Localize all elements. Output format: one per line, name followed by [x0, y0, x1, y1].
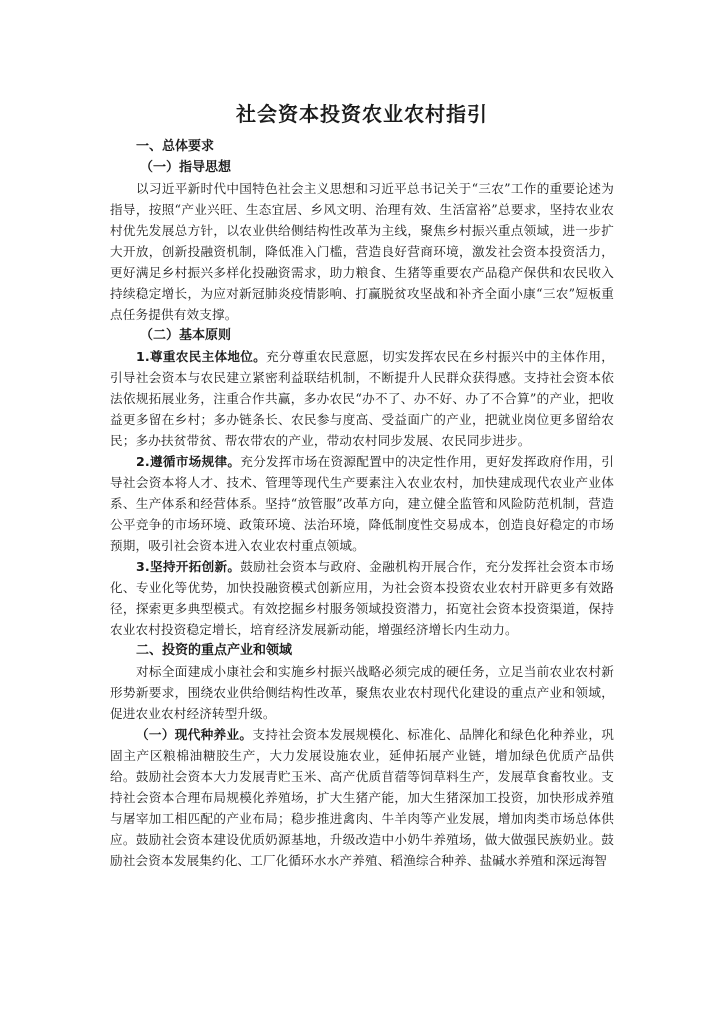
principle-2-lead: 2.遵循市场规律。 [136, 454, 241, 469]
principle-3-text: 鼓励社会资本与政府、金融机构开展合作，充分发挥社会资本市场化、专业化等优势，加快投融资模式创新应用，为社会资本投资农业农村开辟更多有效路径，探索更多典型模式。有效挖掘乡村服务领域投资潜力，拓宽社会资本投资渠道，保持农业农村投资稳定增长，培育经济发展新动能，增强经济增长内生动力。 [110, 559, 614, 637]
principle-3-lead: 3.坚持开拓创新。 [136, 559, 241, 574]
document-page [110, 100, 614, 871]
principle-1-text: 充分尊重农民意愿，切实发挥农民在乡村振兴中的主体作用，引导社会资本与农民建立紧密利益联结机制，不断提升人民群众获得感。支持社会资本依法依规拓展业务，注重合作共赢，多办农民“办不了、办不好、办了不合算”的产业，把收益更多留在乡村；多办链条长、农民参与度高、受益面广的产业，把就业岗位更多留给农民；多办扶贫带贫、帮农带农的产业，带动农村同步发展、农民同步进步。 [110, 349, 614, 448]
subsection-heading-guiding-ideology: （一）指导思想 [140, 160, 232, 175]
modern-farming-lead: （一）现代种养业。 [136, 727, 253, 742]
modern-farming-text: 支持社会资本发展规模化、标准化、品牌化和绿色化种养业，巩固主产区粮棉油糖胶生产，大力发展设施农业，延伸拓展产业链，增加绿色优质产品供给。鼓励社会资本大力发展青贮玉米、高产优质苜蓿等饲草料生产，发展草食畜牧业。支持社会资本合理布局规模化养殖场，扩大生猪产能，加大生猪深加工投资，加快形成养殖与屠宰加工相匹配的产业布局；稳步推进禽肉、牛羊肉等产业发展，增加肉类市场总体供应。鼓励社会资本建设优质奶源基地，升级改造中小奶牛养殖场，做大做强民族奶业。鼓励社会资本发展集约化、工厂化循环水水产养殖、稻渔综合种养、盐碱水养殖和深远海智 [110, 727, 614, 868]
paragraph-principle-2 [110, 451, 614, 556]
principle-1-lead: 1.尊重农民主体地位。 [136, 349, 267, 364]
paragraph-guiding-ideology: 以习近平新时代中国特色社会主义思想和习近平总书记关于“三农”工作的重要论述为指导，按照“产业兴旺、生态宜居、乡风文明、治理有效、生活富裕”总要求，坚持农业农村优先发展总方针，以农业供给侧结构性改革为主线，聚焦乡村振兴重点领域，进一步扩大开放，创新投融资机制，降低准入门槛，营造良好营商环境，激发社会资本投资活力，更好满足乡村振兴多样化投融资需求，助力粮食、生猪等重要农产品稳产保供和农民收入持续稳定增长，为应对新冠肺炎疫情影响、打赢脱贫攻坚战和补齐全面小康“三农”短板重点任务提供有效支撑。 [110, 181, 614, 322]
section-heading-general-requirements: 一、总体要求 [136, 139, 215, 154]
paragraph-principle-3 [110, 556, 614, 640]
paragraph-key-industries-intro: 对标全面建成小康社会和实施乡村振兴战略必须完成的硬任务，立足当前农业农村新形势新要求，围绕农业供给侧结构性改革，聚焦农业农村现代化建设的重点产业和领域，促进农业农村经济转型升级。 [110, 664, 614, 721]
paragraph-principle-1 [110, 346, 614, 451]
section-heading-key-industries: 二、投资的重点产业和领域 [136, 643, 293, 658]
principle-2-text: 充分发挥市场在资源配置中的决定性作用，更好发挥政府作用，引导社会资本将人才、技术、管理等现代生产要素注入农业农村，加快建成现代农业产业体系、生产体系和经营体系。坚持“放管服”改革方向，建立健全监管和风险防范机制，营造公平竞争的市场环境、政策环境、法治环境，降低制度性交易成本，创造良好稳定的市场预期，吸引社会资本进入农业农村重点领域。 [110, 454, 614, 553]
subsection-heading-basic-principles: （二）基本原则 [140, 328, 232, 343]
paragraph-modern-farming [110, 724, 614, 871]
document-title: 社会资本投资农业农村指引 [236, 102, 488, 126]
